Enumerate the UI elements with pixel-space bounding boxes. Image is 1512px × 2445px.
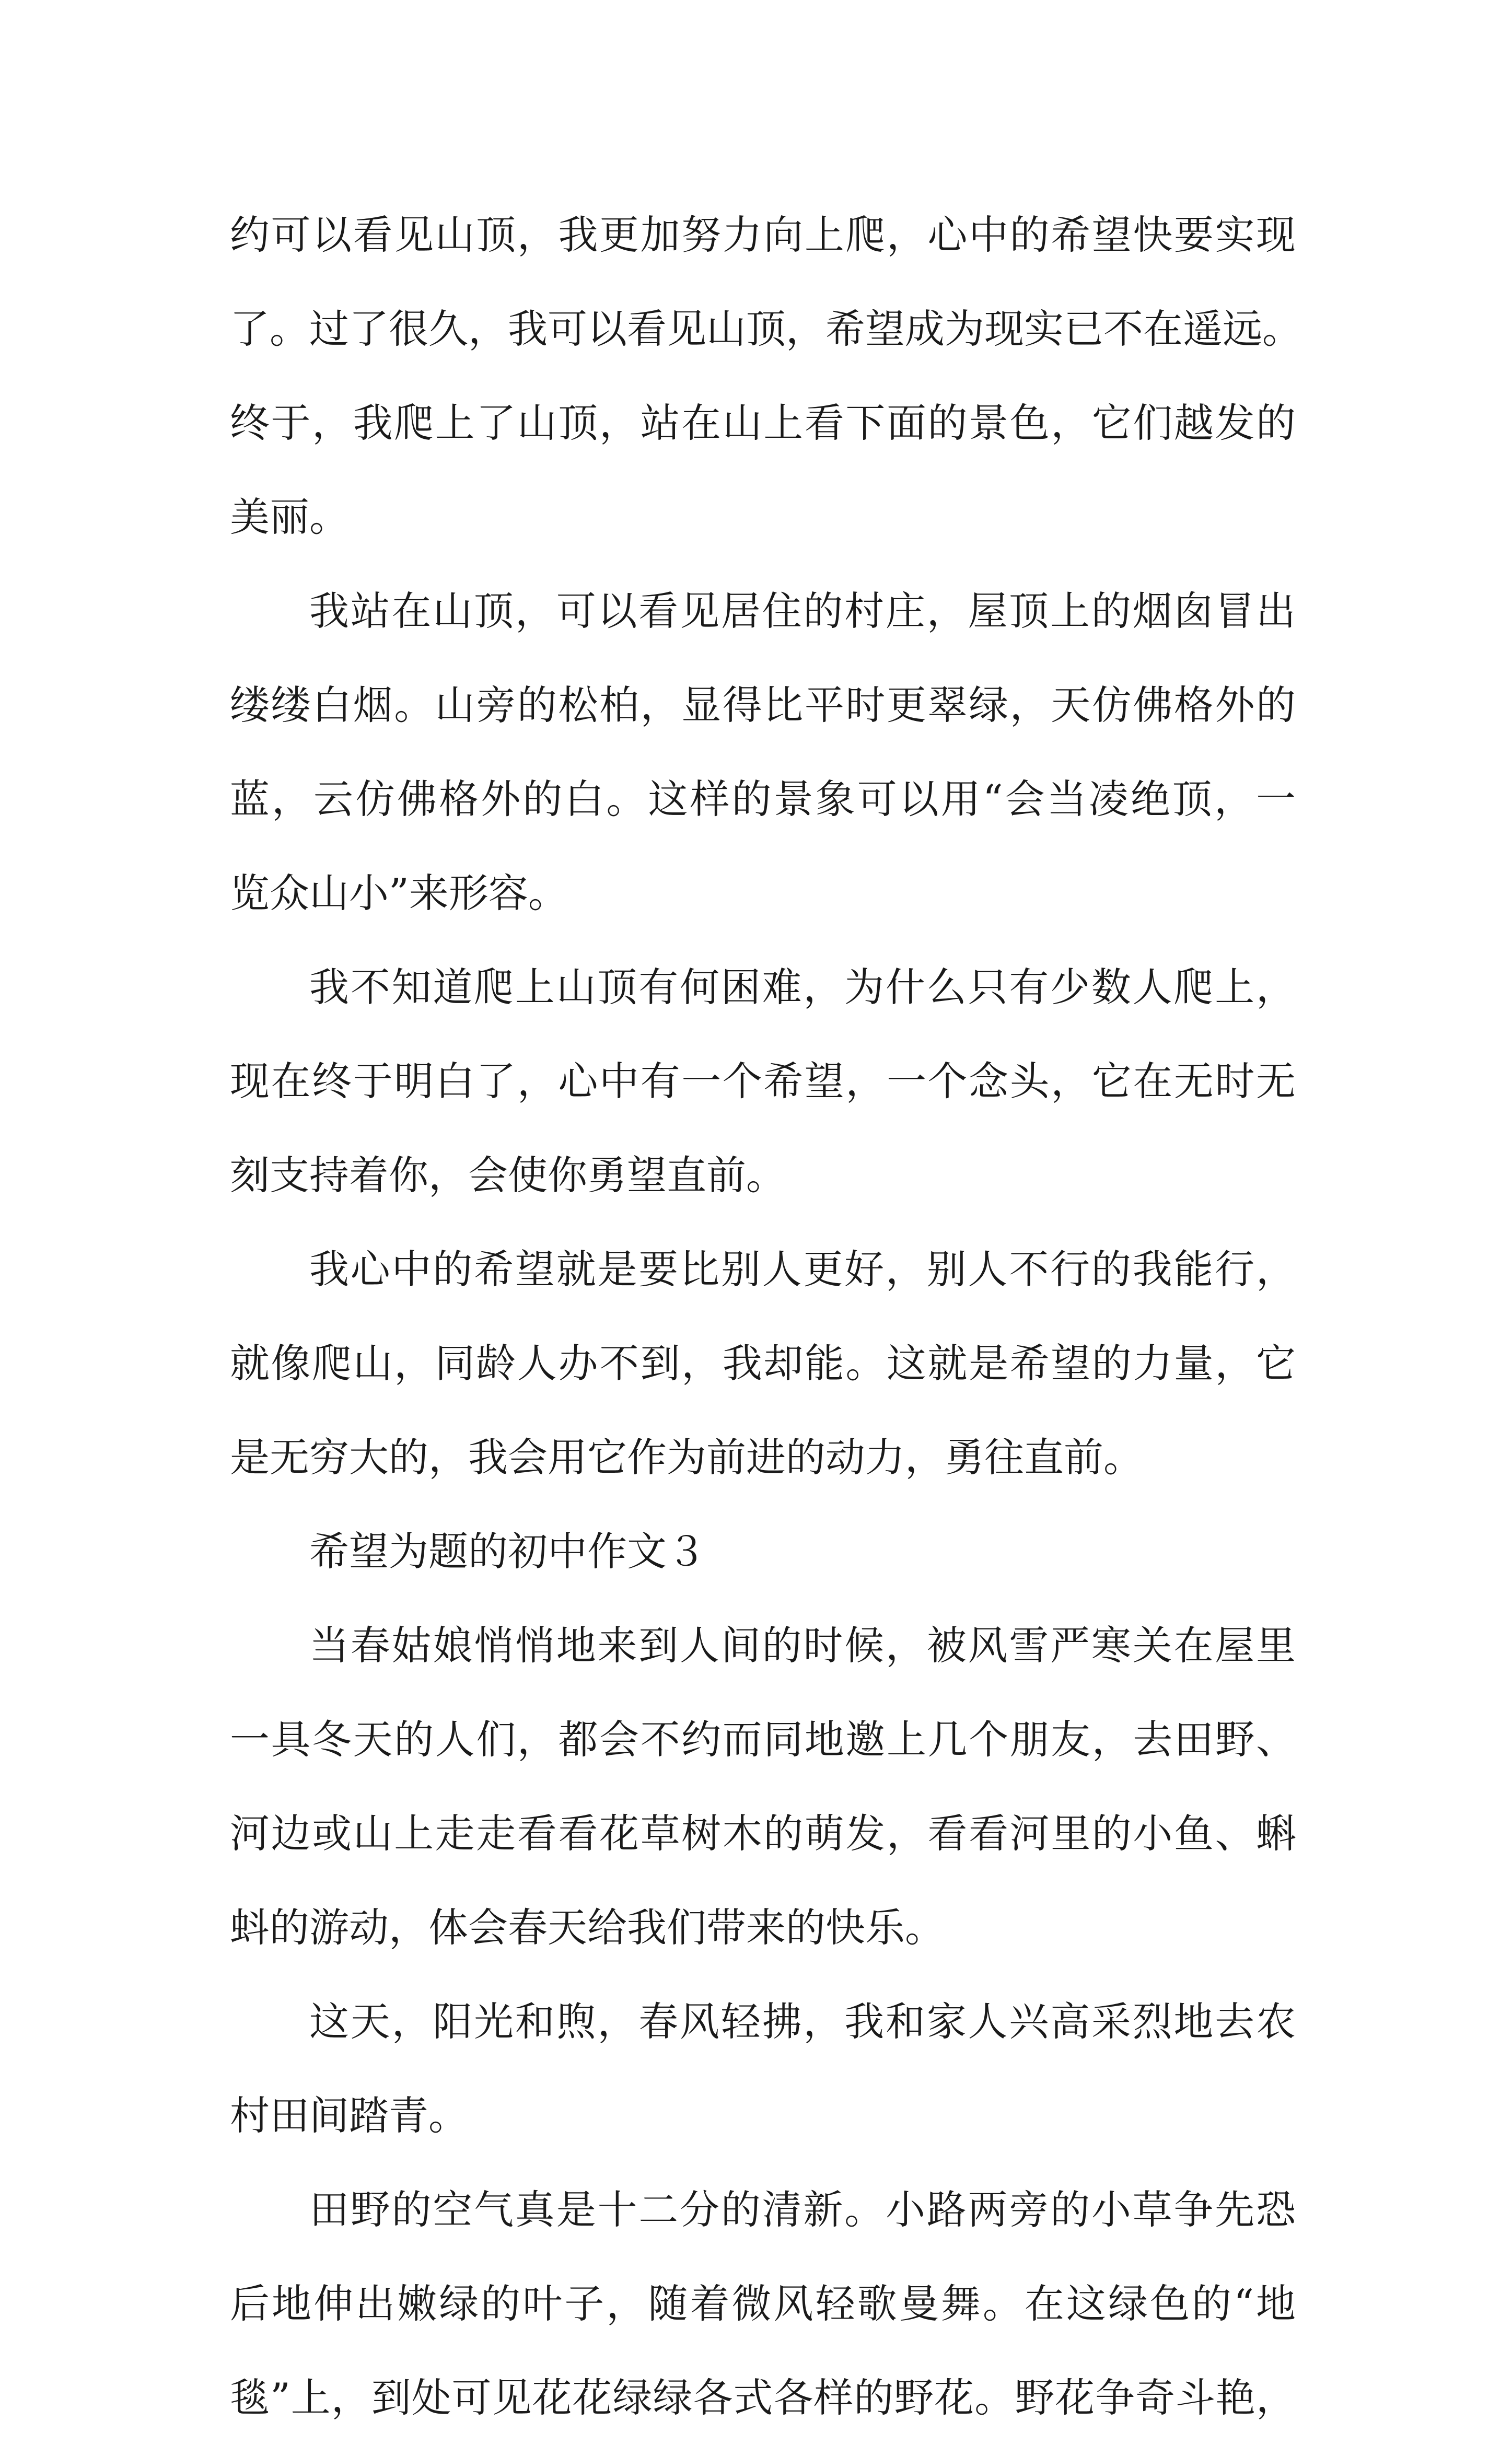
text-line: 美丽。 <box>230 494 349 540</box>
essay-body <box>230 188 1302 2445</box>
paragraph-first-line: 田野的空气真是十二分的清新。小路两旁的小草争先恐 <box>309 2186 1296 2233</box>
paragraph-first-line: 我站在山顶，可以看见居住的村庄，屋顶上的烟囱冒出 <box>309 588 1296 634</box>
text-line: 后地伸出嫩绿的叶子，随着微风轻歌曼舞。在这绿色的“地 <box>230 2280 1296 2327</box>
paragraph-first-line: 这天，阳光和煦，春风轻拂，我和家人兴高采烈地去农 <box>309 1998 1296 2045</box>
text-line: 刻支持着你，会使你勇望直前。 <box>230 1152 786 1198</box>
section-heading: 希望为题的初中作文３ <box>309 1528 706 1575</box>
text-line: 现在终于明白了，心中有一个希望，一个念头，它在无时无 <box>230 1058 1296 1104</box>
text-line: 就像爬山，同龄人办不到，我却能。这就是希望的力量，它 <box>230 1340 1296 1387</box>
text-line: 约可以看见山顶，我更加努力向上爬，心中的希望快要实现 <box>230 212 1296 258</box>
text-line: 一具冬天的人们，都会不约而同地邀上几个朋友，去田野、 <box>230 1716 1296 1763</box>
text-line: 村田间踏青。 <box>230 2092 468 2139</box>
text-line: 终于，我爬上了山顶，站在山上看下面的景色，它们越发的 <box>230 400 1296 446</box>
paragraph-first-line: 当春姑娘悄悄地来到人间的时候，被风雪严寒关在屋里 <box>309 1622 1296 1669</box>
text-line: 是无穷大的，我会用它作为前进的动力，勇往直前。 <box>230 1434 1143 1481</box>
text-line: 缕缕白烟。山旁的松柏，显得比平时更翠绿，天仿佛格外的 <box>230 682 1296 728</box>
text-line: 蓝，云仿佛格外的白。这样的景象可以用“会当凌绝顶，一 <box>230 776 1296 822</box>
paragraph-first-line: 我心中的希望就是要比别人更好，别人不行的我能行， <box>309 1246 1296 1293</box>
text-line: 毯”上，到处可见花花绿绿各式各样的野花。野花争奇斗艳， <box>230 2374 1296 2421</box>
paragraph-first-line: 我不知道爬上山顶有何困难，为什么只有少数人爬上， <box>309 964 1296 1010</box>
text-line: 了。过了很久，我可以看见山顶，希望成为现实已不在遥远。 <box>230 306 1302 352</box>
text-line: 河边或山上走走看看花草树木的萌发，看看河里的小鱼、蝌 <box>230 1810 1296 1857</box>
text-line: 览众山小”来形容。 <box>230 870 568 916</box>
text-line: 蚪的游动，体会春天给我们带来的快乐。 <box>230 1904 945 1951</box>
